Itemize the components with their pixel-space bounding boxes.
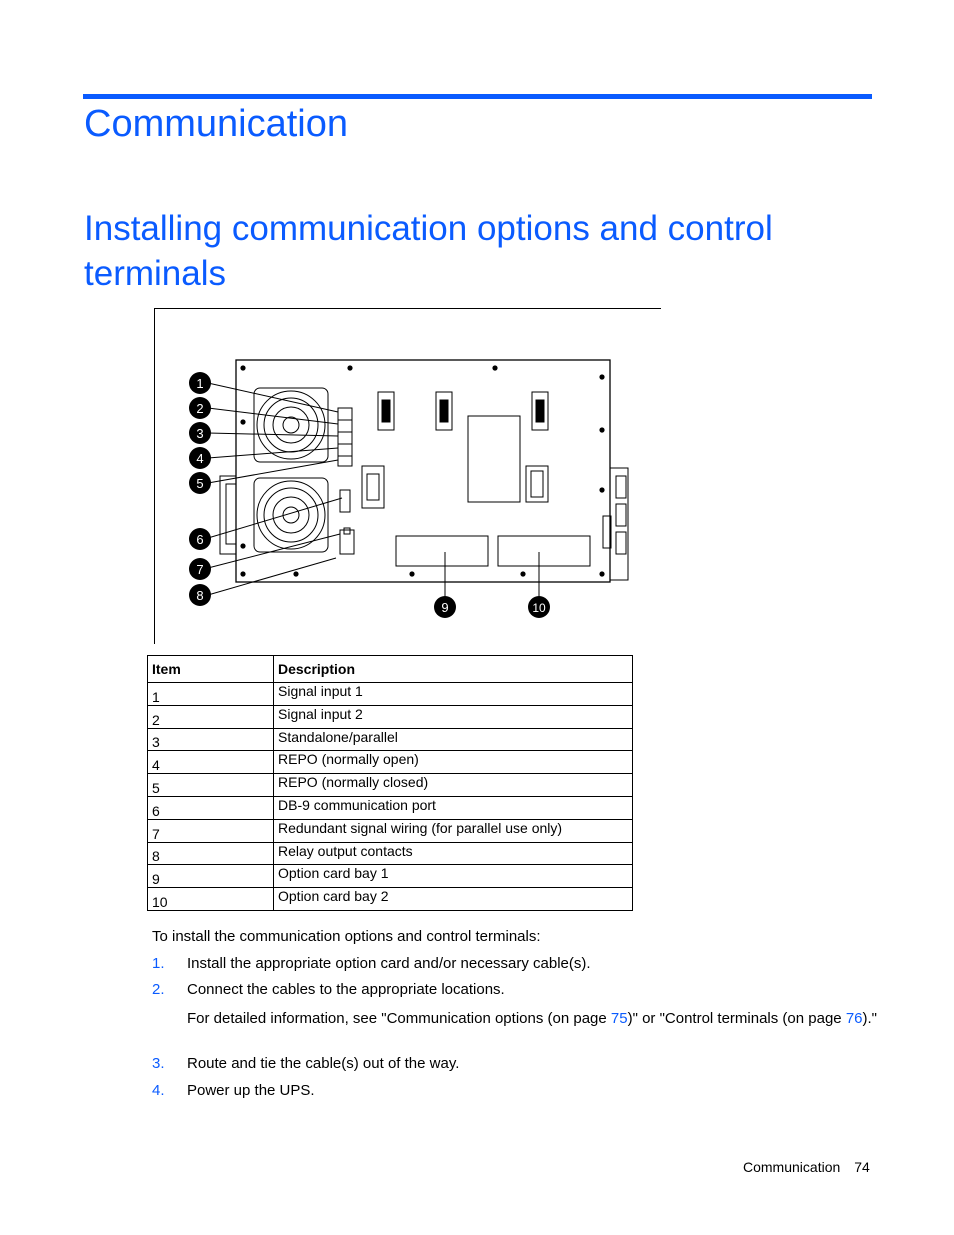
- item-description: Standalone/parallel: [274, 728, 633, 751]
- table-row: [148, 842, 633, 865]
- callout-2: [189, 397, 211, 419]
- detail-text-3: ).": [862, 1010, 878, 1027]
- table-header-row: [148, 656, 633, 683]
- step-text: Connect the cables to the appropriate locations.: [187, 981, 505, 998]
- detail-text-1: For detailed information, see "Communication options (on page: [187, 1010, 611, 1027]
- item-number: 5: [148, 774, 274, 797]
- svg-text:5: 5: [196, 476, 204, 491]
- item-number: 10: [148, 888, 274, 911]
- svg-text:2: 2: [196, 401, 204, 416]
- table-row: [148, 774, 633, 797]
- item-number: 7: [148, 819, 274, 842]
- svg-text:3: 3: [196, 426, 204, 441]
- svg-text:10: 10: [532, 601, 546, 615]
- callouts: [189, 372, 550, 618]
- item-description: DB-9 communication port: [274, 796, 633, 819]
- title-rule: [83, 94, 872, 99]
- step-text: Power up the UPS.: [187, 1082, 315, 1099]
- item-description: Signal input 1: [274, 683, 633, 706]
- step-2-detail: [187, 1008, 877, 1029]
- procedure-intro: To install the communication options and control terminals:: [152, 928, 541, 945]
- table-row: [148, 888, 633, 911]
- header-item: Item: [148, 656, 274, 683]
- page-link-75[interactable]: 75: [610, 1010, 628, 1027]
- page-link-76[interactable]: 76: [845, 1010, 863, 1027]
- svg-text:1: 1: [196, 376, 204, 391]
- step-text: Install the appropriate option card and/or necessary cable(s).: [187, 955, 591, 972]
- svg-text:4: 4: [196, 451, 204, 466]
- callout-8: [189, 584, 211, 606]
- item-description: Option card bay 2: [274, 888, 633, 911]
- page-number: 74: [854, 1159, 870, 1175]
- item-number: 6: [148, 796, 274, 819]
- callout-7: [189, 558, 211, 580]
- table-row: [148, 865, 633, 888]
- items-table: [147, 655, 633, 911]
- item-number: 4: [148, 751, 274, 774]
- table-row: [148, 683, 633, 706]
- header-description: Description: [274, 656, 633, 683]
- step-number: 3.: [152, 1055, 165, 1072]
- callout-3: [189, 422, 211, 444]
- footer-section: Communication: [743, 1159, 841, 1175]
- detail-text-2: )" or "Control terminals (on page: [627, 1010, 846, 1027]
- chapter-title: Communication: [84, 103, 348, 145]
- svg-text:7: 7: [196, 562, 204, 577]
- item-number: 3: [148, 728, 274, 751]
- item-description: Signal input 2: [274, 705, 633, 728]
- ups-rear-panel-diagram: [154, 308, 654, 638]
- table-row: [148, 819, 633, 842]
- callout-1: [189, 372, 211, 394]
- item-description: Option card bay 1: [274, 865, 633, 888]
- item-description: Redundant signal wiring (for parallel use only): [274, 819, 633, 842]
- item-number: 1: [148, 683, 274, 706]
- item-description: REPO (normally closed): [274, 774, 633, 797]
- item-description: Relay output contacts: [274, 842, 633, 865]
- svg-text:6: 6: [196, 532, 204, 547]
- callout-9: [434, 596, 456, 618]
- callout-6: [189, 528, 211, 550]
- step-number: 1.: [152, 955, 165, 972]
- item-number: 8: [148, 842, 274, 865]
- page-footer: [743, 1159, 870, 1175]
- step-text: Route and tie the cable(s) out of the way.: [187, 1055, 460, 1072]
- item-number: 9: [148, 865, 274, 888]
- callout-5: [189, 472, 211, 494]
- callout-10: [528, 596, 550, 618]
- item-description: REPO (normally open): [274, 751, 633, 774]
- step-number: 4.: [152, 1082, 165, 1099]
- step-number: 2.: [152, 981, 165, 998]
- table-row: [148, 705, 633, 728]
- table-row: [148, 796, 633, 819]
- callout-4: [189, 447, 211, 469]
- section-title: Installing communication options and control terminals: [84, 209, 773, 293]
- svg-text:8: 8: [196, 588, 204, 603]
- table-row: [148, 751, 633, 774]
- item-number: 2: [148, 705, 274, 728]
- svg-text:9: 9: [441, 600, 449, 615]
- table-row: [148, 728, 633, 751]
